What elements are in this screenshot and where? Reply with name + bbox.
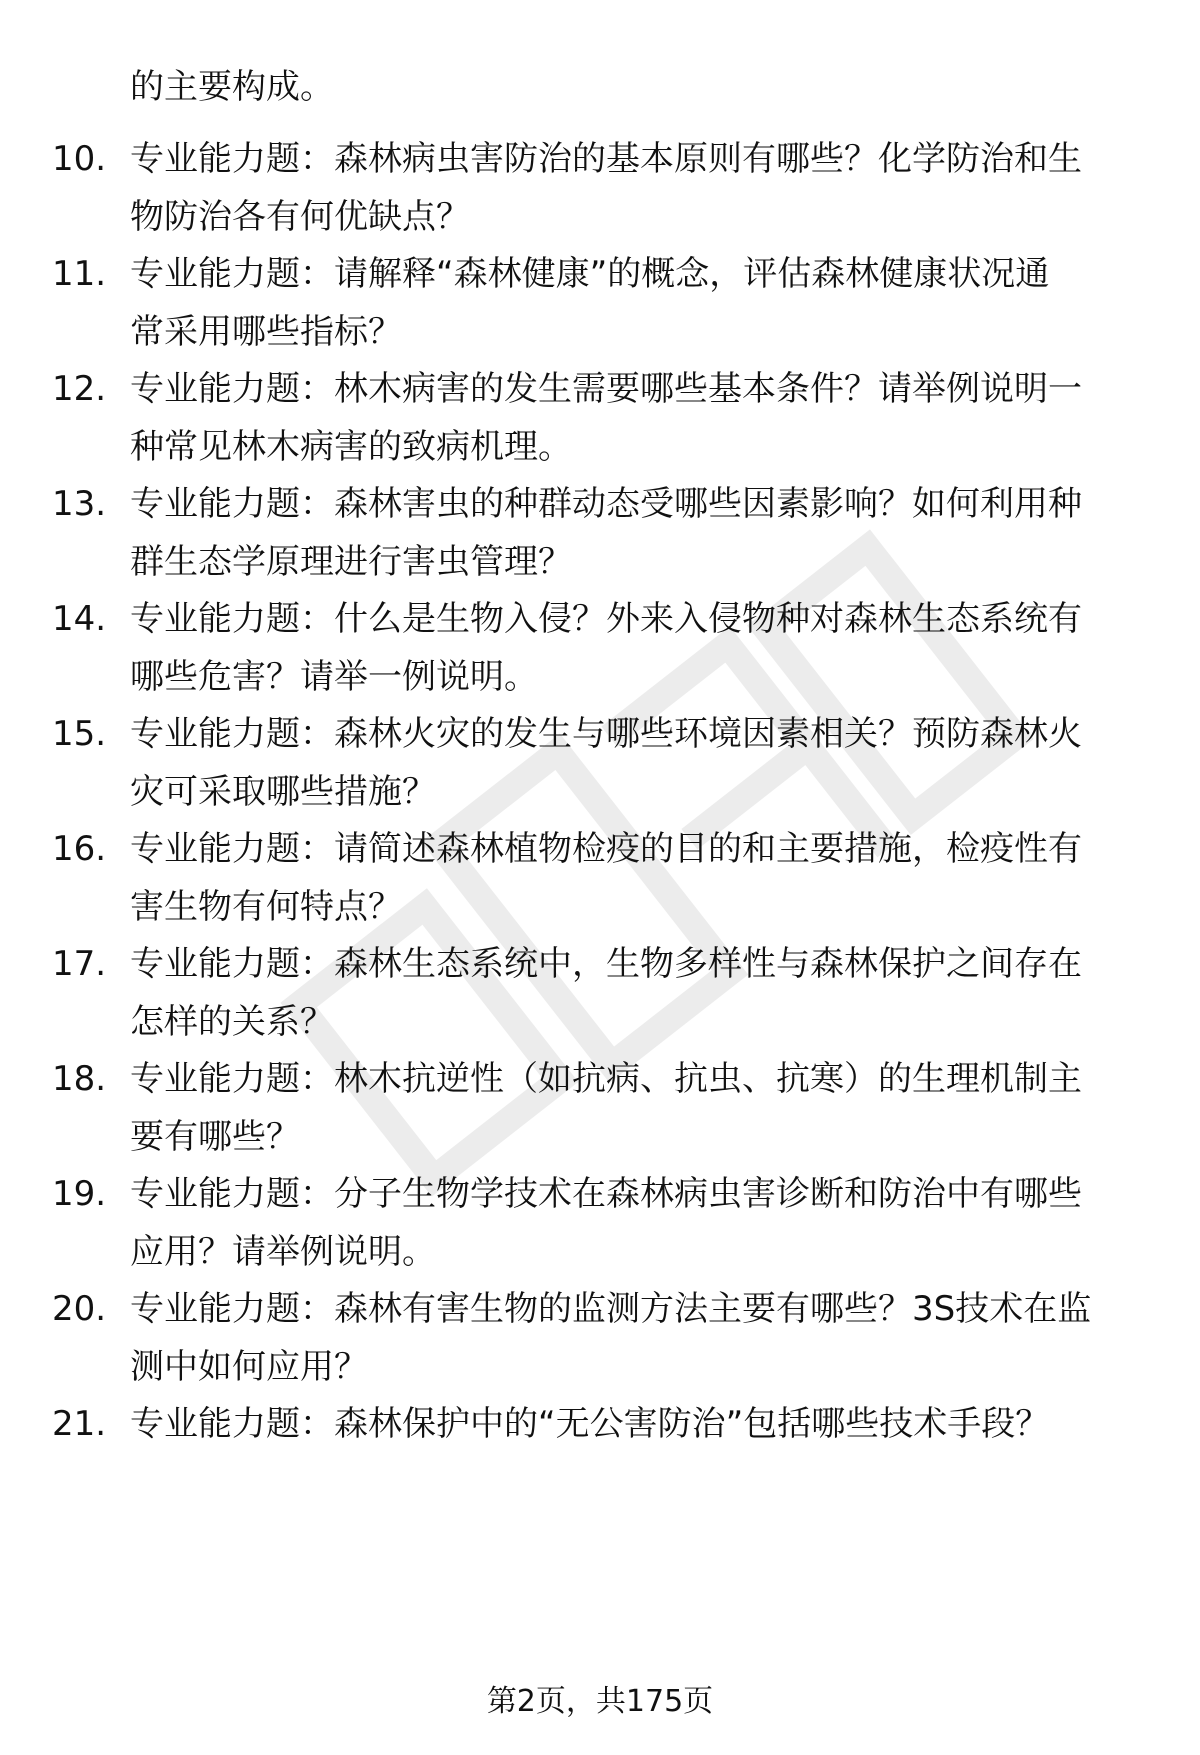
question-item-19 — [0, 1165, 1200, 1281]
question-line: 专业能力题：请简述森林植物检疫的目的和主要措施，检疫性有 — [130, 829, 1082, 869]
question-text — [130, 130, 1150, 246]
question-number: 19. — [52, 1174, 107, 1214]
question-text — [130, 1280, 1150, 1396]
question-number: 15. — [52, 714, 107, 754]
question-text — [130, 1165, 1150, 1281]
question-line: 专业能力题：森林有害生物的监测方法主要有哪些？3S技术在监 — [130, 1289, 1092, 1329]
question-text — [130, 245, 1150, 361]
question-item-12 — [0, 360, 1200, 476]
question-item-15 — [0, 705, 1200, 821]
question-number: 20. — [52, 1289, 107, 1329]
question-text — [130, 360, 1150, 476]
question-item-16 — [0, 820, 1200, 936]
question-line: 群生态学原理进行害虫管理？ — [130, 542, 572, 582]
question-text — [130, 935, 1150, 1051]
question-text — [130, 590, 1150, 706]
question-number: 21. — [52, 1404, 107, 1444]
question-line: 专业能力题：森林病虫害防治的基本原则有哪些？化学防治和生 — [130, 139, 1082, 179]
question-line: 专业能力题：分子生物学技术在森林病虫害诊断和防治中有哪些 — [130, 1174, 1082, 1214]
question-line: 灾可采取哪些措施？ — [130, 772, 436, 812]
question-number: 13. — [52, 484, 107, 524]
question-line: 怎样的关系？ — [130, 1002, 334, 1042]
question-line: 物防治各有何优缺点？ — [130, 197, 470, 237]
question-line: 专业能力题：林木病害的发生需要哪些基本条件？请举例说明一 — [130, 369, 1082, 409]
page-footer: 第2页，共175页 — [486, 1684, 714, 1719]
question-item-17 — [0, 935, 1200, 1051]
question-line: 专业能力题：森林害虫的种群动态受哪些因素影响？如何利用种 — [130, 484, 1082, 524]
question-text — [130, 475, 1150, 591]
question-item-21 — [0, 1395, 1200, 1453]
question-line: 哪些危害？请举一例说明。 — [130, 657, 538, 697]
question-item-13 — [0, 475, 1200, 591]
question-line: 专业能力题：请解释“森林健康”的概念，评估森林健康状况通 — [130, 254, 1050, 294]
question-line: 种常见林木病害的致病机理。 — [130, 427, 572, 467]
question-number: 18. — [52, 1059, 107, 1099]
question-line: 要有哪些？ — [130, 1117, 300, 1157]
question-text — [130, 1050, 1150, 1166]
question-number: 17. — [52, 944, 107, 984]
question-text — [130, 820, 1150, 936]
question-text — [130, 705, 1150, 821]
question-line: 害生物有何特点？ — [130, 887, 402, 927]
question-line: 常采用哪些指标？ — [130, 312, 402, 352]
question-line: 专业能力题：林木抗逆性（如抗病、抗虫、抗寒）的生理机制主 — [130, 1059, 1082, 1099]
question-item-11 — [0, 245, 1200, 361]
question-number: 10. — [52, 139, 107, 179]
question-number: 14. — [52, 599, 107, 639]
question-line: 专业能力题：森林保护中的“无公害防治”包括哪些技术手段？ — [130, 1404, 1050, 1444]
question-line: 应用？请举例说明。 — [130, 1232, 436, 1272]
question-number: 12. — [52, 369, 107, 409]
question-item-20 — [0, 1280, 1200, 1396]
question-item-10 — [0, 130, 1200, 246]
question-number: 11. — [52, 254, 107, 294]
question-number: 16. — [52, 829, 107, 869]
question-line: 专业能力题：森林生态系统中，生物多样性与森林保护之间存在 — [130, 944, 1082, 984]
question-line: 专业能力题：森林火灾的发生与哪些环境因素相关？预防森林火 — [130, 714, 1082, 754]
question-line: 测中如何应用？ — [130, 1347, 368, 1387]
continuation-text: 的主要构成。 — [130, 67, 334, 107]
question-line: 专业能力题：什么是生物入侵？外来入侵物种对森林生态系统有 — [130, 599, 1082, 639]
question-item-18 — [0, 1050, 1200, 1166]
question-item-14 — [0, 590, 1200, 706]
question-text — [130, 1395, 1150, 1453]
